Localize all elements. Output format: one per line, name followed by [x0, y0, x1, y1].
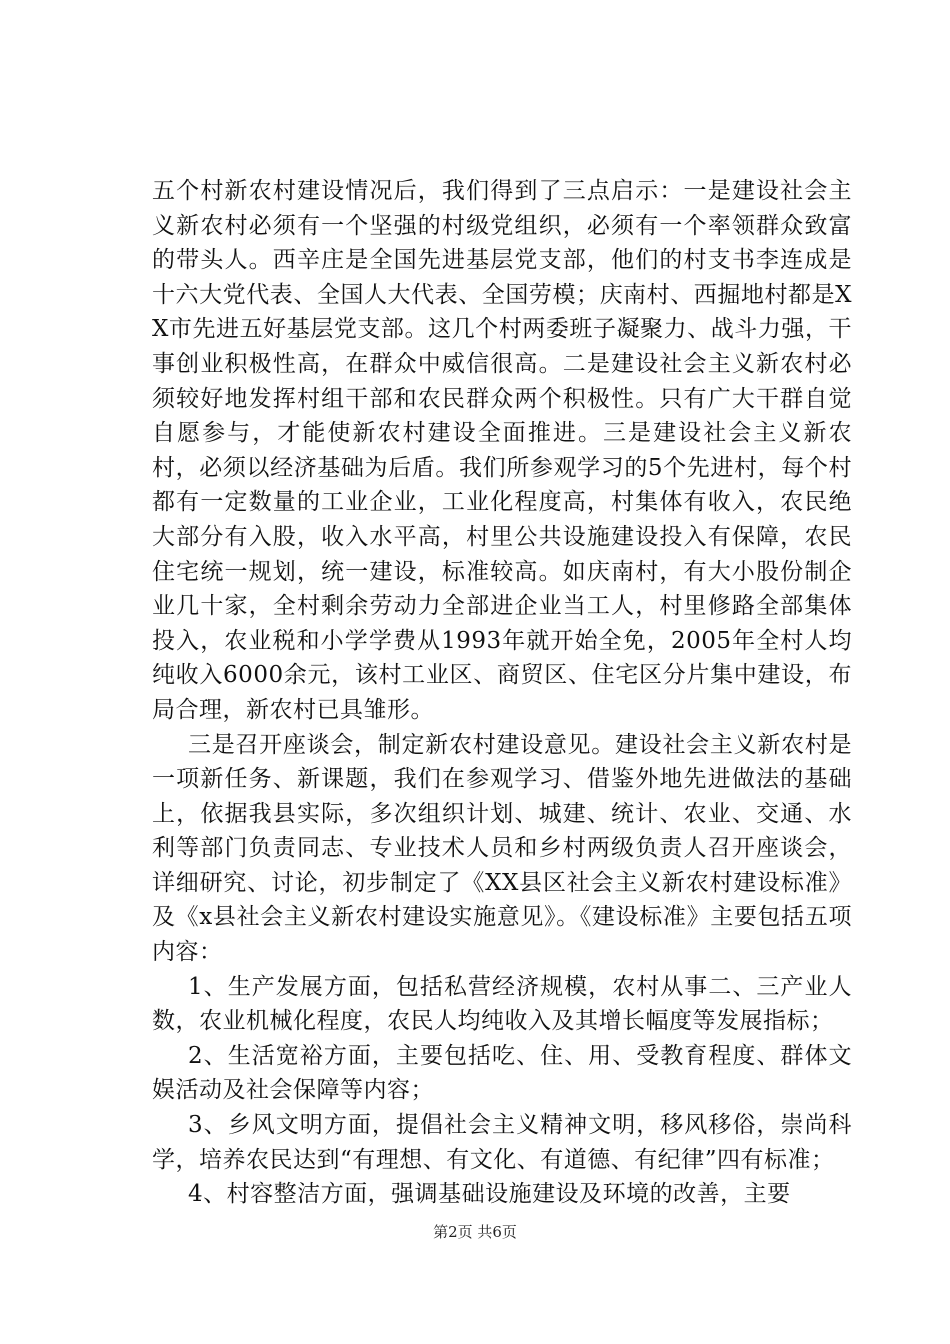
paragraph-enlightenment: 五个村新农村建设情况后，我们得到了三点启示：一是建设社会主义新农村必须有一个坚强的村级党组织，必须有一个率领群众致富的带头人。西辛庄是全国先进基层党支部，他们的村支书李连成是十六大党代表、全国人大代表、全国劳模；庆南村、西掘地村都是XX市先进五好基层党支部。这几个村两委班子凝聚力、战斗力强，干事创业积极性高，在群众中威信很高。二是建设社会主义新农村必须较好地发挥村组干部和农民群众两个积极性。只有广大干群自觉自愿参与，才能使新农村建设全面推进。三是建设社会主义新农村，必须以经济基础为后盾。我们所参观学习的5个先进村，每个村都有一定数量的工业企业，工业化程度高，村集体有收入，农民绝大部分有入股，收入水平高，村里公共设施建设投入有保障，农民住宅统一规划，统一建设，标准较高。如庆南村，有大小股份制企业几十家，全村剩余劳动力全部进企业当工人，村里修路全部集体投入，农业税和小学学费从1993年就开始全免，2005年全村人均纯收入6000余元，该村工业区、商贸区、住宅区分片集中建设，布局合理，新农村已具雏形。 [152, 178, 852, 723]
paragraph-item-village-appearance: 4、村容整洁方面，强调基础设施建设及环境的改善，主要 [188, 1181, 791, 1208]
page-number-footer: 第2页 共6页 [433, 1223, 517, 1241]
paragraph-item-civility: 3、乡风文明方面，提倡社会主义精神文明，移风移俗，崇尚科学，培养农民达到“有理想、有文化、有道德、有纪律”四有标准； [152, 1112, 852, 1173]
paragraph-item-living: 2、生活宽裕方面，主要包括吃、住、用、受教育程度、群体文娱活动及社会保障等内容； [152, 1042, 852, 1104]
document-body [152, 174, 852, 1212]
paragraph-item-production: 1、生产发展方面，包括私营经济规模，农村从事二、三产业人数，农业机械化程度，农民人均纯收入及其增长幅度等发展指标； [152, 973, 852, 1035]
paragraph-symposium: 三是召开座谈会，制定新农村建设意见。建设社会主义新农村是一项新任务、新课题，我们在参观学习、借鉴外地先进做法的基础上，依据我县实际，多次组织计划、城建、统计、农业、交通、水利等部门负责同志、专业技术人员和乡村两级负责人召开座谈会，详细研究、讨论，初步制定了《XX县区社会主义新农村建设标准》及《x县社会主义新农村建设实施意见》。《建设标准》主要包括五项内容： [152, 731, 852, 966]
